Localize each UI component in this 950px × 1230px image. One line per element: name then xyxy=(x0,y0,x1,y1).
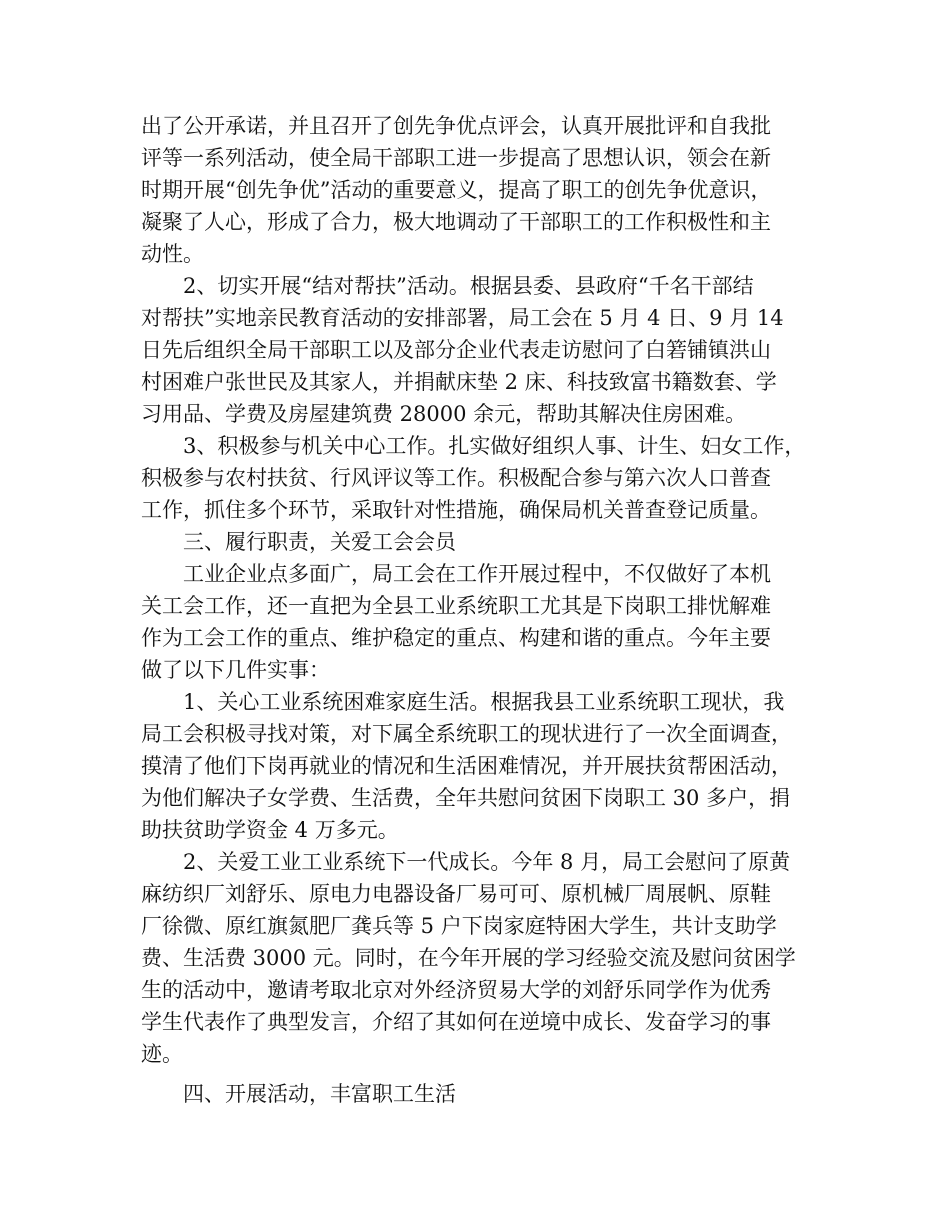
paragraph-line: 助扶贫助学资金 4 万多元。 xyxy=(141,818,399,842)
paragraph-line: 3、积极参与机关中心工作。扎实做好组织人事、计生、妇女工作， xyxy=(183,434,806,458)
paragraph-line: 迹。 xyxy=(141,1042,183,1066)
paragraph-line: 凝聚了人心，形成了合力，极大地调动了干部职工的工作积极性和主 xyxy=(141,210,771,234)
paragraph-line: 积极参与农村扶贫、行风评议等工作。积极配合参与第六次人口普查 xyxy=(141,466,771,490)
paragraph-line: 生的活动中，邀请考取北京对外经济贸易大学的刘舒乐同学作为优秀 xyxy=(141,978,771,1002)
paragraph-line: 摸清了他们下岗再就业的情况和生活困难情况，并开展扶贫帮困活动， xyxy=(141,754,792,778)
paragraph-line: 2、关爱工业工业系统下一代成长。今年 8 月，局工会慰问了原黄 xyxy=(183,850,791,874)
paragraph-line: 时期开展“创先争优”活动的重要意义，提高了职工的创先争优意识， xyxy=(141,178,772,202)
paragraph-line: 局工会积极寻找对策，对下属全系统职工的现状进行了一次全面调查， xyxy=(141,722,792,746)
paragraph-line: 做了以下几件实事： xyxy=(141,658,330,682)
paragraph-line: 学生代表作了典型发言，介绍了其如何在逆境中成长、发奋学习的事 xyxy=(141,1010,771,1034)
paragraph-line: 费、生活费 3000 元。同时，在今年开展的学习经验交流及慰问贫困学 xyxy=(141,946,796,970)
paragraph-line: 习用品、学费及房屋建筑费 28000 余元，帮助其解决住房困难。 xyxy=(141,402,747,426)
paragraph-line: 麻纺织厂刘舒乐、原电力电器设备厂易可可、原机械厂周展帆、原鞋 xyxy=(141,882,771,906)
paragraph-line: 出了公开承诺，并且召开了创先争优点评会，认真开展批评和自我批 xyxy=(141,114,771,138)
section-heading: 三、履行职责，关爱工会会员 xyxy=(183,530,456,554)
paragraph-line: 村困难户张世民及其家人，并捐献床垫 2 床、科技致富书籍数套、学 xyxy=(141,370,777,394)
paragraph-line: 工业企业点多面广，局工会在工作开展过程中，不仅做好了本机 xyxy=(183,562,771,586)
paragraph-line: 动性。 xyxy=(141,242,204,266)
paragraph-line: 关工会工作，还一直把为全县工业系统职工尤其是下岗职工排忧解难 xyxy=(141,594,771,618)
paragraph-line: 1、关心工业系统困难家庭生活。根据我县工业系统职工现状，我 xyxy=(183,690,785,714)
section-heading: 四、开展活动，丰富职工生活 xyxy=(183,1082,456,1106)
paragraph-line: 日先后组织全局干部职工以及部分企业代表走访慰问了白箬铺镇洪山 xyxy=(141,338,771,362)
paragraph-line: 厂徐微、原红旗氮肥厂龚兵等 5 户下岗家庭特困大学生，共计支助学 xyxy=(141,914,777,938)
paragraph-line: 2、切实开展“结对帮扶”活动。根据县委、县政府“千名干部结 xyxy=(183,274,754,298)
paragraph-line: 工作，抓住多个环节，采取针对性措施，确保局机关普查登记质量。 xyxy=(141,498,771,522)
paragraph-line: 为他们解决子女学费、生活费，全年共慰问贫困下岗职工 30 多户，捐 xyxy=(141,786,791,810)
paragraph-line: 对帮扶”实地亲民教育活动的安排部署，局工会在 5 月 4 日、9 月 14 xyxy=(141,306,784,330)
paragraph-line: 作为工会工作的重点、维护稳定的重点、构建和谐的重点。今年主要 xyxy=(141,626,771,650)
paragraph-line: 评等一系列活动，使全局干部职工进一步提高了思想认识，领会在新 xyxy=(141,146,771,170)
